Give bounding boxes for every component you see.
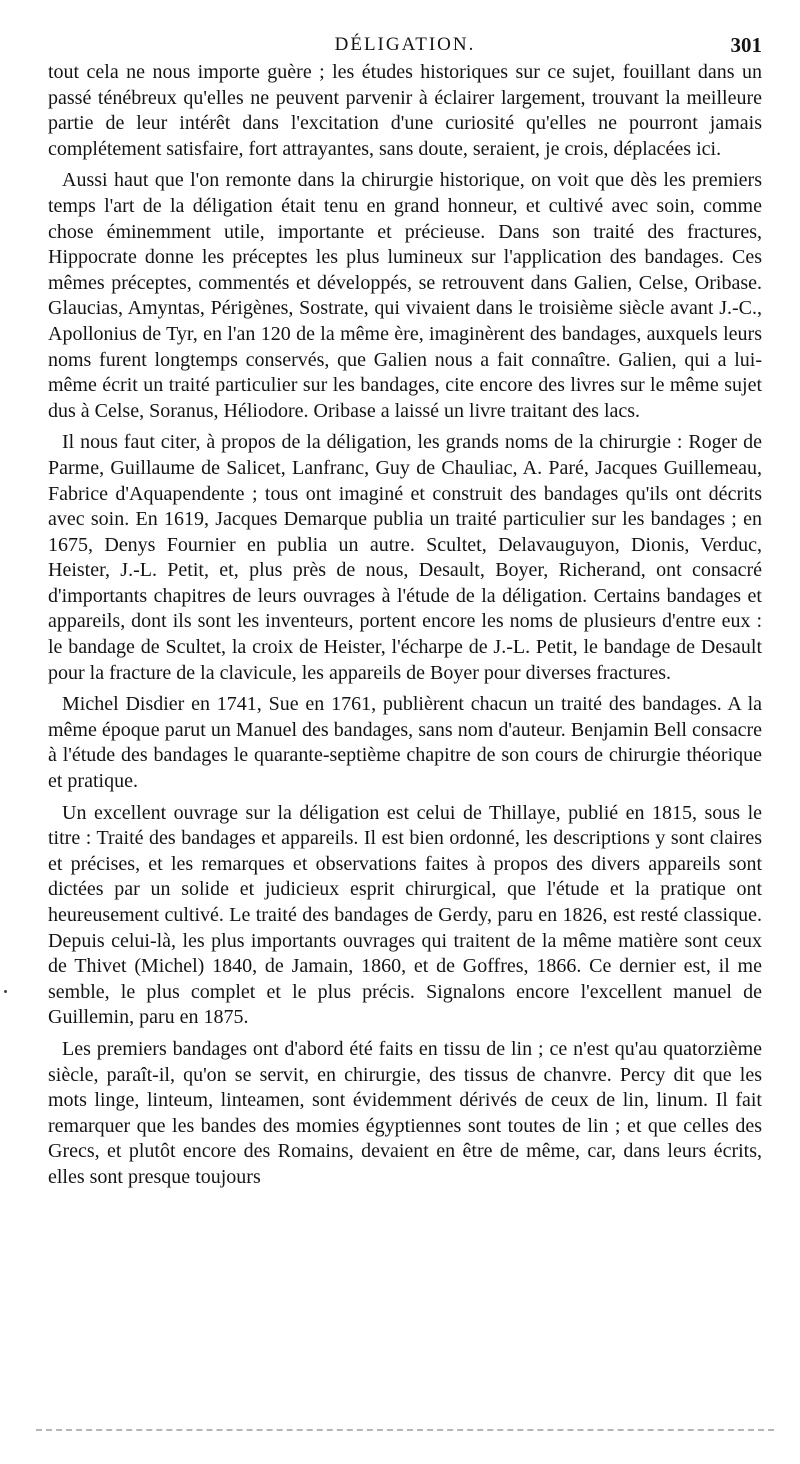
body-text	[48, 60, 762, 1191]
footer-rule	[36, 1429, 774, 1431]
paragraph: tout cela ne nous importe guère ; les études historiques sur ce sujet, fouillant dans un passé ténébreux qu'elles ne peuvent parvenir à éclairer largement, trouvant la meilleure partie de leur intérêt dans l'excitation d'une curiosité qu'elles ne pourront jamais complétement satisfaire, fort attrayantes, sans doute, seraient, je crois, déplacées ici.	[48, 61, 762, 160]
paragraph: Michel Disdier en 1741, Sue en 1761, publièrent chacun un traité des bandages. A la même époque parut un Manuel des bandages, sans nom d'auteur. Benjamin Bell consacre à l'étude des bandages le quarante-septième chapitre de son cours de chirurgie théorique et pratique.	[48, 693, 762, 793]
page-number: 301	[730, 33, 762, 57]
paragraph: Aussi haut que l'on remonte dans la chirurgie historique, on voit que dès les premiers temps l'art de la déligation était tenu en grand honneur, et cultivé avec soin, comme chose éminemment utile, importante et précieuse. Dans son traité des fractures, Hippocrate donne les préceptes les plus lumineux sur l'application des bandages. Ces mêmes préceptes, commentés et développés, se retrouvent dans Galien, Celse, Oribase. Glaucias, Amyntas, Périgènes, Sostrate, qui vivaient dans le troisième siècle avant J.-C., Apollonius de Tyr, en l'an 120 de la même ère, imaginèrent des bandages, auxquels leurs noms furent longtemps conservés, que Galien nous a fait connaître. Galien, qui a lui-même écrit un traité particulier sur les bandages, cite encore des livres sur le même sujet dus à Celse, Soranus, Héliodore. Oribase a laissé un livre traitant des lacs.	[48, 169, 762, 422]
margin-mark	[4, 990, 7, 993]
running-title: DÉLIGATION.	[334, 34, 476, 55]
paragraph: Les premiers bandages ont d'abord été faits en tissu de lin ; ce n'est qu'au quatorzième siècle, paraît-il, qu'on se servit, en chirurgie, des tissus de chanvre. Percy dit que les mots linge, linteum, linteamen, sont évidemment dérivés de ceux de lin, linum. Il fait remarquer que les bandes des momies égyptiennes sont toutes de lin ; et que celles des Grecs, et plutôt encore des Romains, devaient en être de même, car, dans leurs écrits, elles sont presque toujours	[48, 1037, 762, 1188]
running-head	[48, 30, 762, 60]
paragraph: Un excellent ouvrage sur la déligation est celui de Thillaye, publié en 1815, sous le titre : Traité des bandages et appareils. Il est bien ordonné, les descriptions y sont claires et précises, et les remarques et observations faites à propos des divers appareils sont dictées par un solide et judicieux esprit chirurgical, que l'étude et la pratique ont heureusement cultivé. Le traité des bandages de Gerdy, paru en 1826, est resté classique. Depuis celui-là, les plus importants ouvrages qui traitent de la même matière sont ceux de Thivet (Michel) 1840, de Jamain, 1860, et de Goffres, 1866. Ce dernier est, il me semble, le plus complet et le plus précis. Signalons encore l'excellent manuel de Guillemin, paru en 1875.	[48, 801, 762, 1029]
paragraph: Il nous faut citer, à propos de la déligation, les grands noms de la chirurgie : Roger de Parme, Guillaume de Salicet, Lanfranc, Guy de Chauliac, A. Paré, Jacques Guillemeau, Fabrice d'Aquapendente ; tous ont imaginé et construit des bandages qu'ils ont décrits avec soin. En 1619, Jacques Demarque publia un traité particulier sur les bandages ; en 1675, Denys Fournier en publia un autre. Scultet, Delavauguyon, Dionis, Verduc, Heister, J.-L. Petit, et, plus près de nous, Desault, Boyer, Richerand, ont consacré d'importants chapitres de leurs ouvrages à l'étude de la déligation. Certains bandages et appareils, dont ils sont les inventeurs, portent encore les noms de plusieurs d'entre eux : le bandage de Scultet, la croix de Heister, l'écharpe de J.-L. Petit, le bandage de Desault pour la fracture de la clavicule, les appareils de Boyer pour diverses fractures.	[48, 431, 762, 684]
